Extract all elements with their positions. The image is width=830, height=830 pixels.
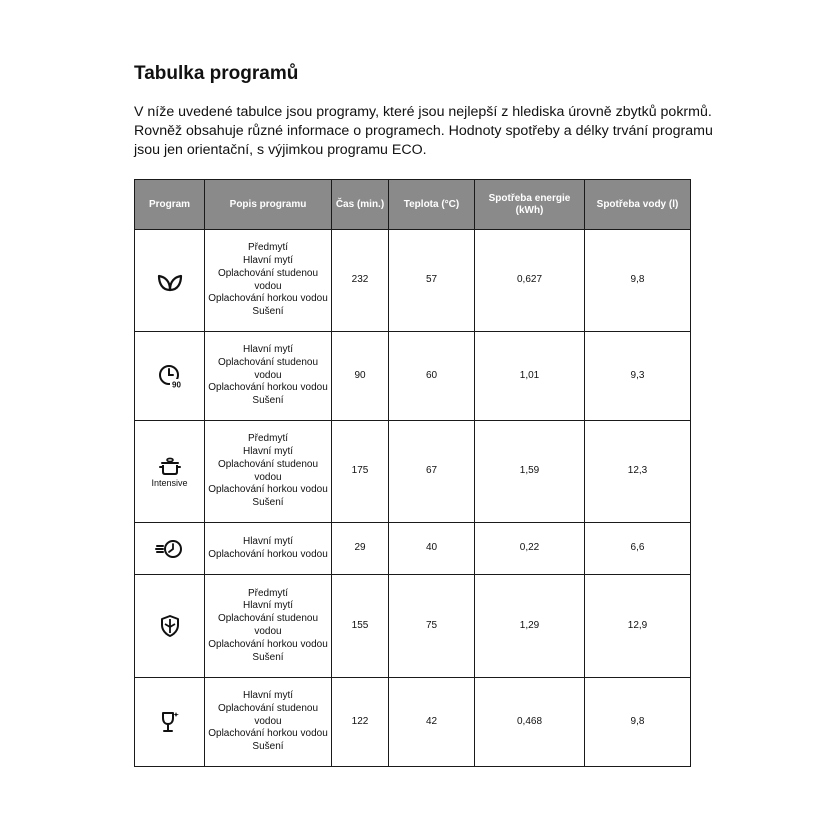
header-time: Čas (min.)	[332, 180, 389, 230]
program-step: Hlavní mytí	[242, 600, 293, 612]
program-step: Oplachování horkou vodou	[208, 638, 328, 650]
energy-value: 0,627	[475, 230, 585, 332]
program-step: Oplachování horkou vodou	[208, 382, 328, 394]
program-icon-cell	[135, 332, 205, 421]
glass-icon	[158, 709, 182, 735]
program-step: Oplachování studenou vodou	[217, 267, 319, 292]
program-step: Sušení	[252, 306, 284, 318]
energy-value: 1,59	[475, 421, 585, 523]
table-row	[135, 523, 691, 575]
water-value: 9,8	[585, 678, 691, 767]
header-description: Popis programu	[205, 180, 332, 230]
time-value: 155	[332, 575, 389, 678]
program-step: Hlavní mytí	[242, 690, 293, 701]
intensive-label: Intensive	[151, 478, 188, 488]
intro-paragraph: V níže uvedené tabulce jsou programy, které jsou nejlepší z hlediska úrovně zbytků pokrmů. Rovněž obsahuje různé informace o programech. Hodnoty spotřeby a délky trvání programu jsou jen orientační, s výjimkou programu ECO.	[134, 104, 713, 158]
energy-value: 0,468	[475, 678, 585, 767]
energy-value: 1,01	[475, 332, 585, 421]
program-step: Sušení	[252, 395, 284, 407]
temperature-value: 67	[389, 421, 475, 523]
program-step: Hlavní mytí	[242, 254, 293, 266]
header-temperature: Teplota (°C)	[389, 180, 475, 230]
program-step: Oplachování studenou vodou	[217, 613, 319, 637]
program-step: Hlavní mytí	[242, 535, 293, 547]
table-row	[135, 332, 691, 421]
program-step: Oplachování horkou vodou	[208, 293, 328, 305]
program-step: Předmytí	[247, 587, 288, 599]
program-description	[205, 230, 332, 332]
program-icon-cell	[135, 523, 205, 575]
program-step: Sušení	[252, 651, 284, 663]
eco-leaf-icon	[156, 268, 184, 294]
energy-value: 1,29	[475, 575, 585, 678]
temperature-value: 75	[389, 575, 475, 678]
water-value: 6,6	[585, 523, 691, 575]
program-step: Předmytí	[247, 433, 288, 445]
hygiene-shield-icon	[158, 613, 182, 639]
program-description	[205, 575, 332, 678]
temperature-value: 57	[389, 230, 475, 332]
program-icon-cell	[135, 575, 205, 678]
program-step: Hlavní mytí	[242, 445, 293, 457]
table-header-row	[135, 180, 691, 230]
time-value: 122	[332, 678, 389, 767]
program-step: Oplachování horkou vodou	[208, 728, 328, 740]
table-row	[135, 421, 691, 523]
header-program: Program	[135, 180, 205, 230]
temperature-value: 40	[389, 523, 475, 575]
time-value: 232	[332, 230, 389, 332]
table-row	[135, 575, 691, 678]
temperature-value: 42	[389, 678, 475, 767]
program-step: Hlavní mytí	[242, 344, 293, 355]
temperature-value: 60	[389, 332, 475, 421]
program-step: Oplachování horkou vodou	[208, 484, 328, 496]
program-step: Oplachování horkou vodou	[208, 548, 328, 560]
page-title: Tabulka programů	[134, 63, 299, 84]
water-value: 9,3	[585, 332, 691, 421]
header-water: Spotřeba vody (l)	[585, 180, 691, 230]
program-icon-cell	[135, 230, 205, 332]
intensive-pot-icon	[157, 455, 183, 477]
time-value: 90	[332, 332, 389, 421]
energy-value: 0,22	[475, 523, 585, 575]
header-energy: Spotřeba energie (kWh)	[475, 180, 585, 230]
program-description	[205, 421, 332, 523]
program-step: Předmytí	[247, 242, 288, 254]
time-value: 175	[332, 421, 389, 523]
table-row	[135, 678, 691, 767]
table-row	[135, 230, 691, 332]
water-value: 12,9	[585, 575, 691, 678]
program-step: Oplachování studenou vodou	[217, 702, 319, 727]
program-icon-cell	[135, 678, 205, 767]
quick-clock-icon	[155, 538, 185, 560]
program-step: Sušení	[252, 741, 284, 753]
clock-90-icon	[157, 363, 183, 389]
program-icon-cell	[135, 421, 205, 523]
program-description	[205, 332, 332, 421]
clock-90-label: 90	[171, 380, 181, 389]
program-description	[205, 523, 332, 575]
program-step: Sušení	[252, 497, 284, 509]
water-value: 9,8	[585, 230, 691, 332]
program-description	[205, 678, 332, 767]
water-value: 12,3	[585, 421, 691, 523]
time-value: 29	[332, 523, 389, 575]
program-step: Oplachování studenou vodou	[217, 356, 319, 381]
program-step: Oplachování studenou vodou	[217, 458, 319, 483]
program-table	[134, 179, 691, 767]
